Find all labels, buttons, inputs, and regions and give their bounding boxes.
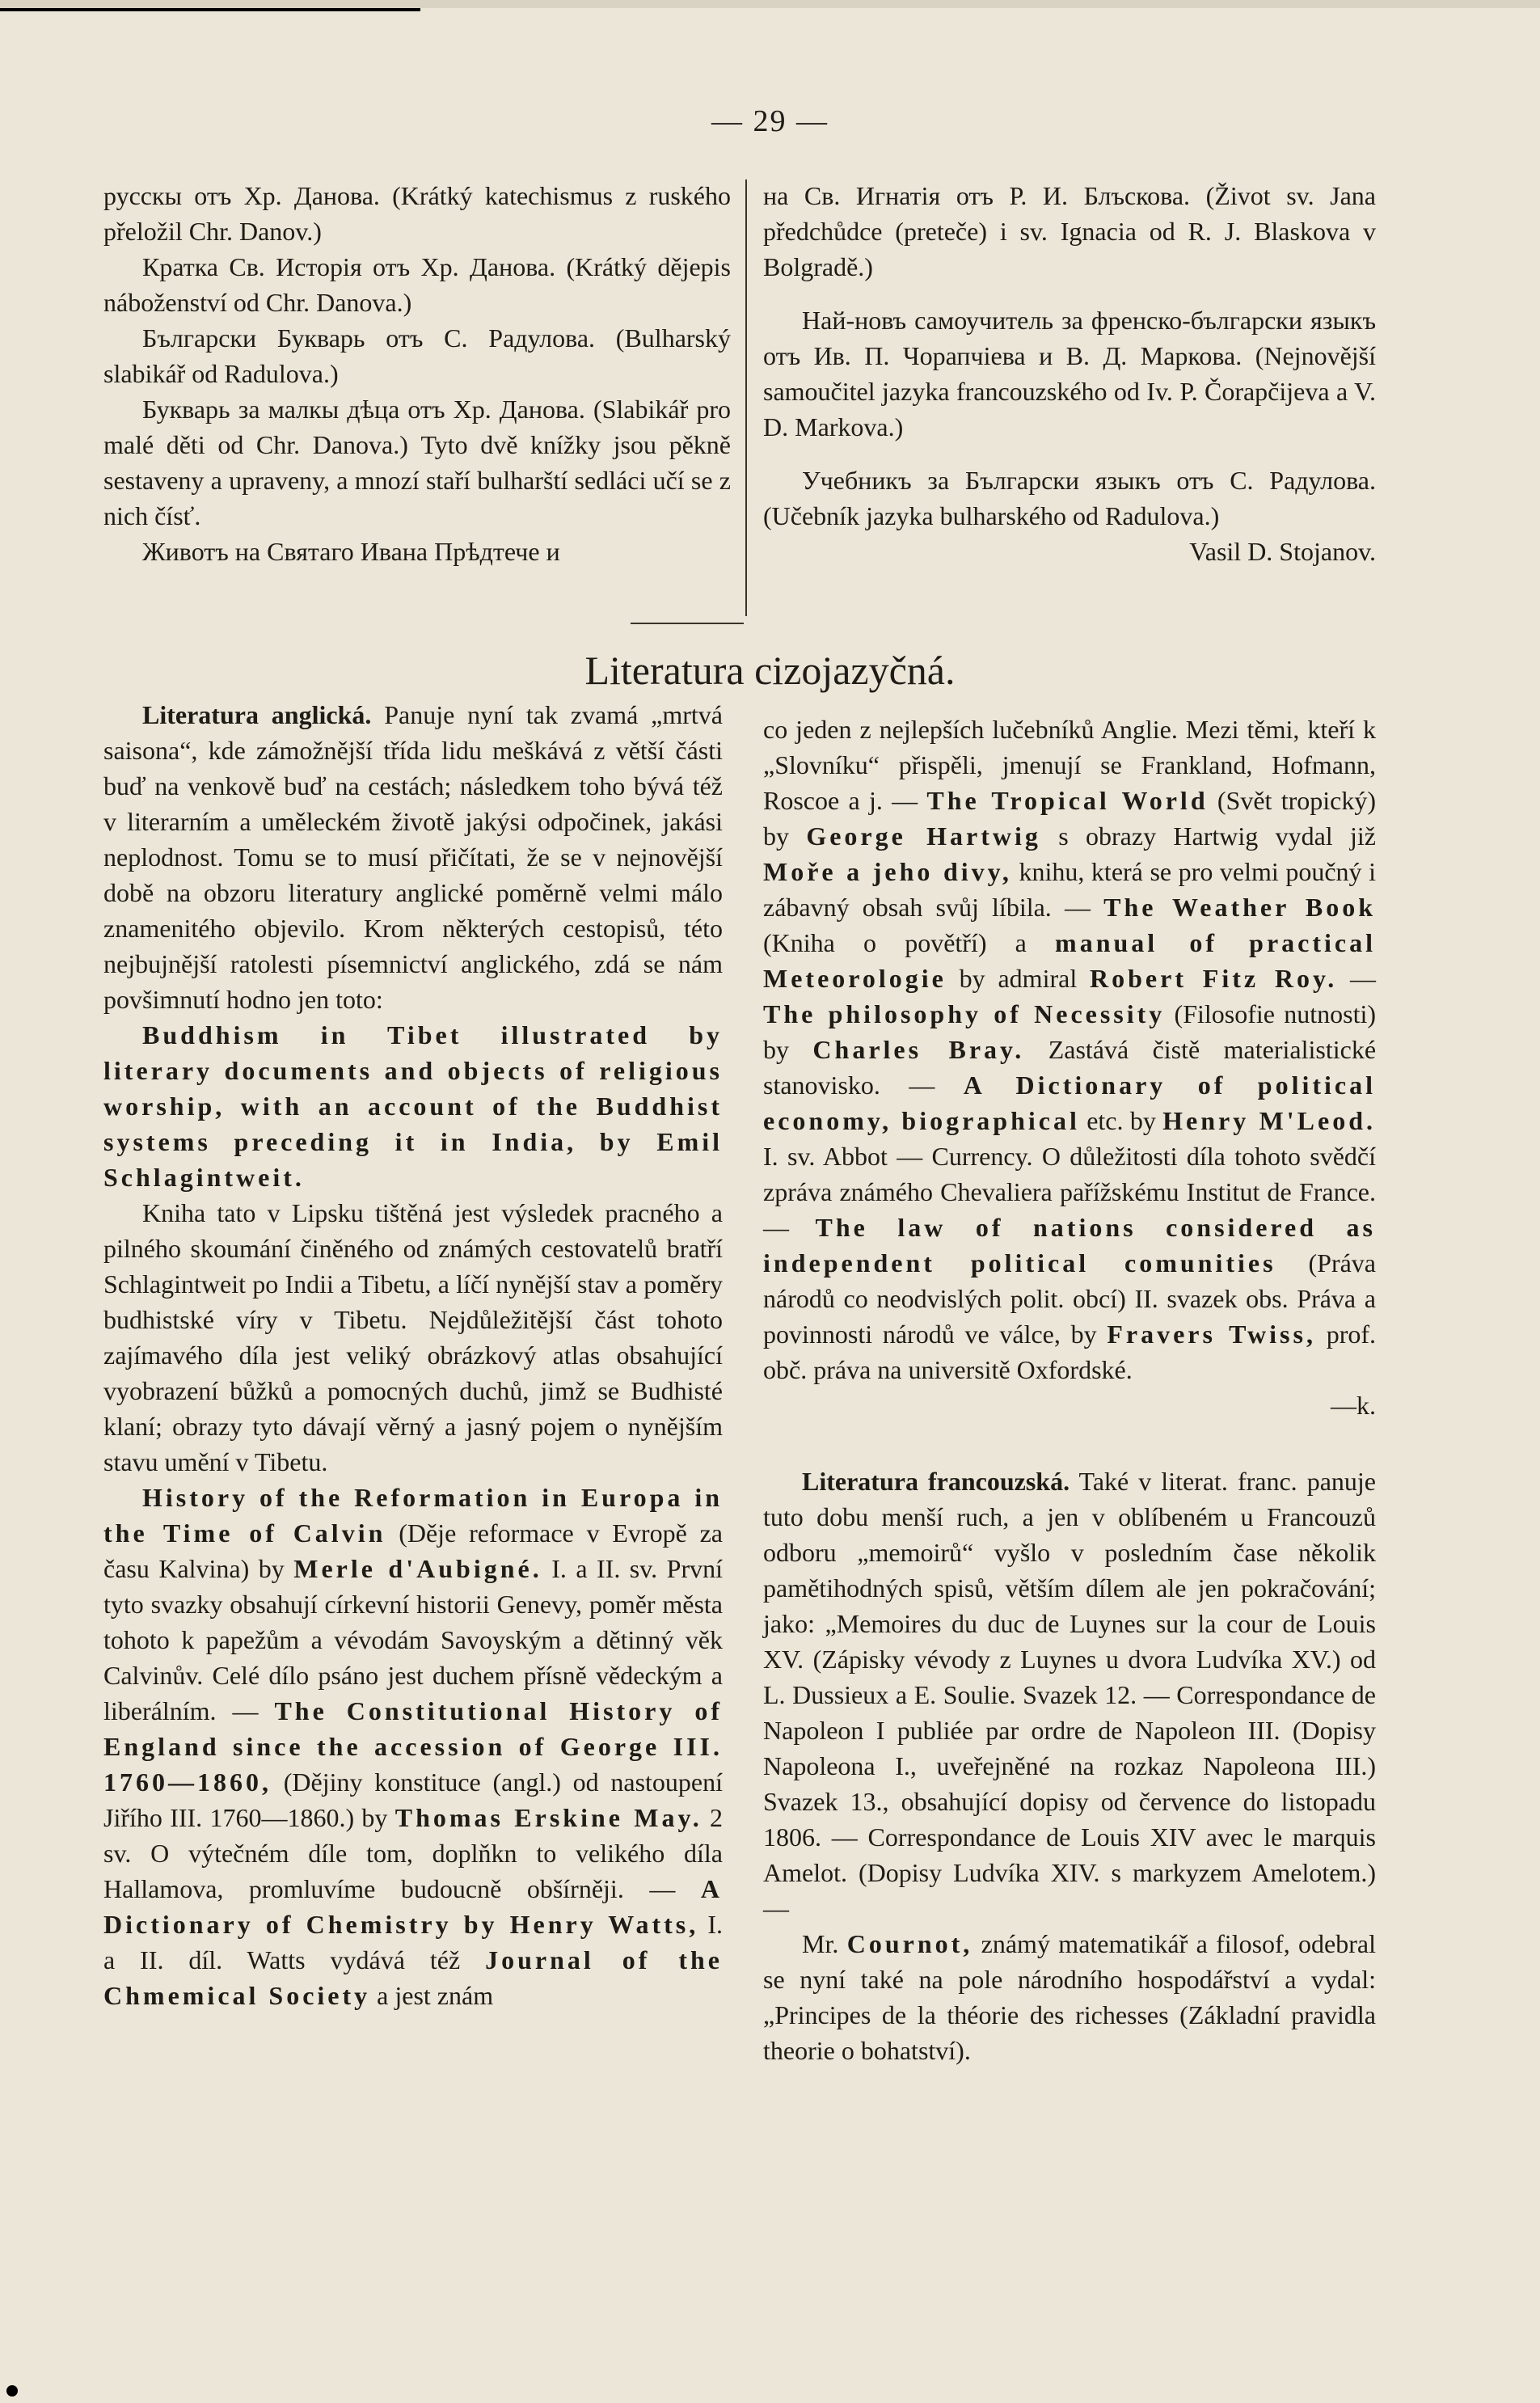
paragraph-text: známý matematikář a filosof, odebral se nyní také na pole národního hospodářství a vydal: „Principes de la théorie des richesses (Základní pravidla theorie o bohatství). bbox=[763, 1929, 1377, 2065]
top-edge-rule bbox=[0, 8, 420, 11]
book-title-text: Moře a jeho divy, bbox=[763, 857, 1012, 886]
book-title bbox=[103, 1017, 723, 1195]
author-name: Cournot, bbox=[846, 1929, 973, 1958]
subsection-heading: Literatura anglická. bbox=[142, 700, 372, 729]
book-title-text: A Dictionary of Chemistry by Henry Watts, bbox=[103, 1874, 723, 1939]
paragraph-text: a jest znám bbox=[370, 1981, 494, 2010]
paragraph-text: (Svět tropický) by bbox=[763, 786, 1377, 851]
book-entry: русскы отъ Хр. Данова. (Krátký katechismus z ruského přeložil Chr. Danov.) bbox=[103, 181, 731, 246]
book-title-text: History of the Reformation in Europa in the Time of Calvin bbox=[103, 1483, 723, 1548]
paragraph-text: Mr. bbox=[802, 1929, 847, 1958]
english-literature-column bbox=[103, 697, 723, 2013]
page-top-edge bbox=[0, 0, 1540, 8]
signature: —k. bbox=[1331, 1391, 1376, 1420]
continued-column bbox=[763, 712, 1376, 2068]
top-right-column bbox=[763, 178, 1376, 569]
paragraph-text: I. a II. sv. První tyto svazky obsahují církevní historii Genevy, poměr města tohoto k papežům a vévodám Savoyským a dětinný věk Calvinův. Celé dílo psáno jest duchem přísně vědeckým a liberálním. — bbox=[103, 1554, 724, 1725]
paragraph-text: (Kniha o povětří) a bbox=[763, 928, 1056, 957]
paragraph-text: (Práva národů co neodvislých polit. obcí) II. svazek obs. Práva a povinnosti národů ve válce, by bbox=[763, 1248, 1377, 1349]
book-entry: Букварь за малкы дѣца отъ Хр. Данова. (Slabikář pro malé děti od Chr. Danova.) Tyto dvě knížky jsou pěkně sestaveny a upraveny, a mnozí staří bulharští sedláci učí se z nich čísť. bbox=[103, 395, 731, 530]
paragraph-text: knihu, která se pro velmi poučný i zábavný obsah svůj líbila. — bbox=[763, 857, 1377, 922]
subsection-heading: Literatura francouzská. bbox=[802, 1467, 1070, 1496]
column-divider bbox=[745, 179, 747, 616]
paragraph bbox=[763, 1463, 1376, 1926]
book-entry: Кратка Св. Исторія отъ Хр. Данова. (Krátký dějepis náboženství od Chr. Danova.) bbox=[103, 252, 731, 317]
paragraph-text: etc. by bbox=[1079, 1106, 1163, 1135]
book-title-text: The philosophy of Necessity bbox=[763, 999, 1166, 1028]
page-corner-mark bbox=[6, 2385, 18, 2397]
paragraph bbox=[763, 1926, 1376, 2068]
book-title-text: The Tropical World bbox=[926, 786, 1209, 815]
paragraph-text: — bbox=[1337, 964, 1376, 993]
paragraph-text: Panuje nyní tak zvamá „mrtvá saisona“, kde zámožnější třída lidu meškává z větší části buď na venkově buď na cestách; následkem toho bývá též v literarním a uměleckém životě jakýsi odpočinek, jakási neplodnost. Tomu se to musí přičítati, že se v nejnovější době na obzoru literatury anglické poměrně velmi málo znamenitého objevilo. Krom některých cestopisů, této nejbujnější ratolesti písemnictví anglického, zdá se nám povšimnutí hodno jen toto: bbox=[103, 700, 724, 1014]
book-entry: Български Букварь отъ С. Радулова. (Bulharský slabikář od Radulova.) bbox=[103, 323, 731, 388]
paragraph-text: I. sv. Abbot — Currency. O důležitosti díla tohoto svědčí zpráva známého Chevaliera pařížskému Institut de France. — bbox=[763, 1142, 1376, 1242]
paragraph-text: prof. obč. práva na universitě Oxfordské. bbox=[763, 1320, 1377, 1384]
author-name: Charles Bray. bbox=[812, 1035, 1025, 1064]
book-entry: на Св. Игнатія отъ Р. И. Блъскова. (Život sv. Jana předchůdce (preteče) i sv. Ignacia od R. J. Blaskova v Bolgradě.) bbox=[763, 181, 1376, 281]
paragraph-text: Zastává čistě materialistické stanovisko. — bbox=[763, 1035, 1377, 1100]
book-entry: Животъ на Святаго Ивана Прѣдтече и bbox=[142, 537, 560, 566]
book-title-text: The Constitutional History of England since the accession of George III. 1760—1860, bbox=[103, 1696, 724, 1797]
paragraph-text: co jeden z nejlepších lučebníků Anglie. Mezi těmi, kteří k „Slovníku“ přispěli, jmenují se Frankland, Hofmann, Roscoe a j. — bbox=[763, 715, 1376, 815]
paragraph-text: s obrazy Hartwig vydal již bbox=[1040, 821, 1376, 851]
book-title-text: A Dictionary of political economy, biographical bbox=[763, 1071, 1377, 1135]
book-title-text: The Weather Book bbox=[1103, 893, 1377, 922]
paragraph bbox=[763, 712, 1376, 1387]
book-entry: Най-новъ самоучитель за френско-български языкъ отъ Ив. П. Чорапчіева и В. Д. Маркова. (Nejnovější samoučitel jazyka francouzského od Iv. P. Čorapčijeva a V. D. Markova.) bbox=[763, 306, 1376, 441]
author-name: George Hartwig bbox=[806, 821, 1041, 851]
signature: Vasil D. Stojanov. bbox=[1189, 537, 1376, 566]
paragraph-text: (Dějiny konstituce (angl.) od nastoupení Jiřího III. 1760—1860.) by bbox=[103, 1767, 723, 1832]
author-name: Merle d'Aubigné. bbox=[293, 1554, 542, 1583]
top-left-column bbox=[103, 178, 731, 569]
author-name: Fravers Twiss, bbox=[1107, 1320, 1316, 1349]
page-number: — 29 — bbox=[711, 104, 829, 138]
paragraph-text: Kniha tato v Lipsku tištěná jest výsledek pracného a pilného skoumání činěného od známých cestovatelů bratří Schlagintweit po Indii a Tibetu, a líčí nynější stav a poměry budhistské víry v Tibetu. Nejdůležitější část tohoto zajímavého díla jest veliký obrázkový atlas obsahující vyobrazení bůžků a pomocných duchů, jimž se Budhisté klaní; obrazy tyto dávají věrný a jasný pojem o nynějším stavu umění v Tibetu. bbox=[103, 1198, 723, 1476]
section-rule bbox=[631, 623, 744, 624]
author-name: Thomas Erskine May. bbox=[394, 1803, 702, 1832]
section-heading: Literatura cizojazyčná. bbox=[584, 648, 956, 693]
author-name: Robert Fitz Roy. bbox=[1090, 964, 1338, 993]
book-title-text: Journal of the Chmemical Society bbox=[103, 1945, 723, 2010]
book-entry: Учебникъ за Български языкъ отъ С. Радулова. (Učebník jazyka bulharského od Radulova.) bbox=[763, 466, 1376, 530]
book-title-text: The law of nations considered as independent political comunities bbox=[763, 1213, 1377, 1278]
author-name: Henry M'Leod. bbox=[1162, 1106, 1377, 1135]
paragraph-text: by admiral bbox=[946, 964, 1090, 993]
paragraph-text: Také v literat. franc. panuje tuto dobu menší ruch, a jen v oblíbeném u Francouzů odboru „memoirů“ vyšlo v posledním čase několik pamětihodných spisů, větším dílem ale jen pokračování; jako: „Memoires du duc de Luynes sur la cour de Louis XV. (Zápisky vévody z Luynes u dvora Ludvíka XV.) od L. Dussieux a E. Soulie. Svazek 12. — Correspondance de Napoleon I publiée par ordre de Napoleon III. (Dopisy Napoleona I., uveřejněné na rozkaz Napoleona III.) Svazek 13., obsahující dopisy od července do listopadu 1806. — Correspondance de Louis XIV avec le marquis Amelot. (Dopisy Ludvíka XIV. s markyzem Amelotem.) — bbox=[763, 1467, 1377, 1923]
book-title-text: manual of practical Meteorologie bbox=[763, 928, 1377, 993]
paragraph bbox=[103, 1480, 723, 2013]
paragraph-text: (Děje reformace v Evropě za času Kalvina) by bbox=[103, 1518, 724, 1583]
book-title-text: Buddhism in Tibet illustrated by literary documents and objects of religious worship, with an account of the Buddhist systems preceding it in India, by Emil Schlagintweit. bbox=[103, 1020, 723, 1192]
paragraph-text: (Filosofie nutnosti) by bbox=[763, 999, 1377, 1064]
paragraph bbox=[103, 697, 723, 1017]
paragraph-text: I. a II. díl. Watts vydává též bbox=[103, 1910, 723, 1974]
paragraph-text: 2 sv. O výtečném díle tom, doplňkn to velikého díla Hallamova, promluvíme budoucně obšírněji. — bbox=[103, 1803, 724, 1903]
